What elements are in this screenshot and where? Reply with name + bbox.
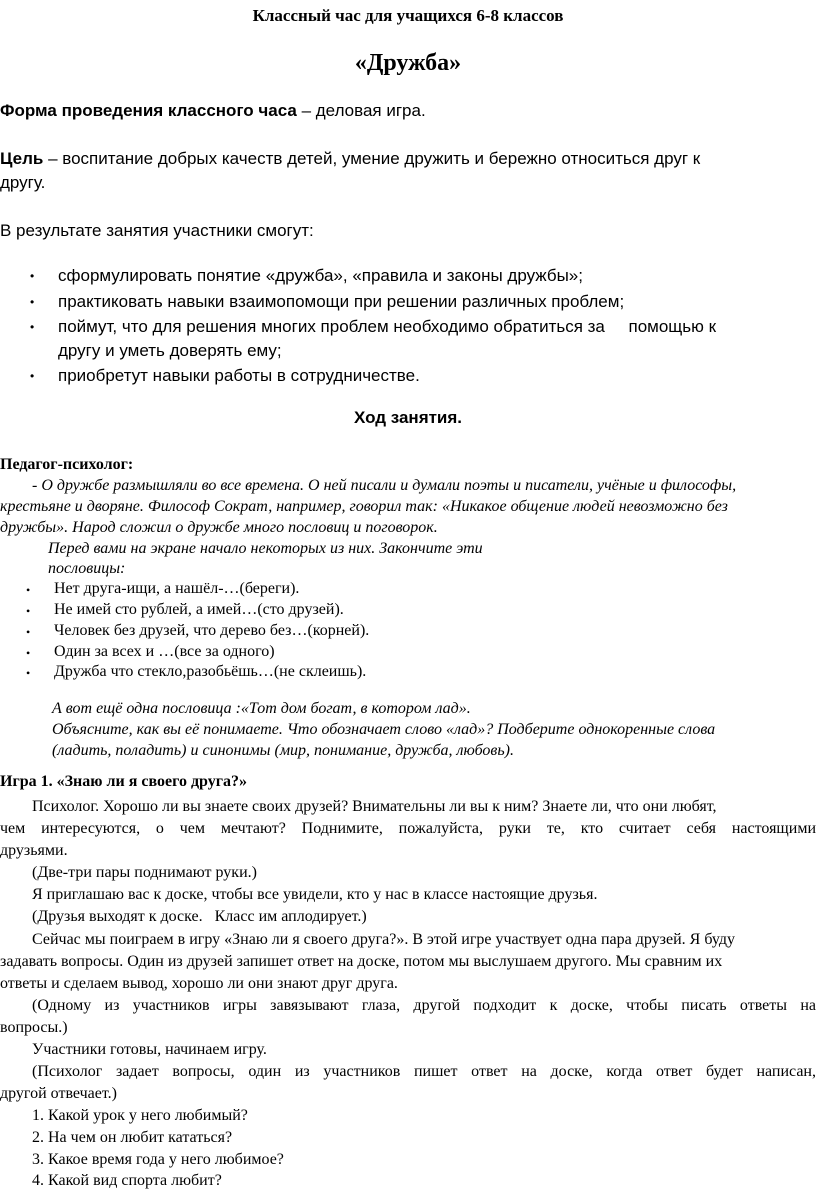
proverb-item: Дружба что стекло,разобьёшь…(не склеишь). — [54, 663, 367, 680]
form-value: – деловая игра. — [296, 101, 426, 120]
goal-label: Цель — [0, 149, 44, 168]
form-label: Форма проведения классного часа — [0, 101, 297, 120]
game-paragraph: ответы и сделаем вывод, хорошо ли они знают друг друга. — [0, 975, 398, 992]
bullet-icon: • — [30, 369, 35, 383]
result-item: поймут, что для решения многих проблем необходимо обратиться за помощью к — [58, 317, 717, 336]
proverb-item: Нет друга-ищи, а нашёл-…(береги). — [54, 580, 300, 597]
game-paragraph: задавать вопросы. Один из друзей запишет ответ на доске, потом мы выслушаем другого. Мы сравним их — [0, 953, 723, 970]
bullet-icon: • — [26, 583, 31, 597]
result-item: приобретут навыки работы в сотрудничестве. — [58, 366, 420, 385]
game-paragraph: (Одному из участников игры завязывают глаза, другой подходит к доске, чтобы писать ответы на — [32, 997, 816, 1014]
bullet-icon: • — [26, 646, 31, 660]
task-line-2: пословицы: — [48, 560, 126, 577]
result-item-cont: другу и уметь доверять ему; — [58, 341, 282, 360]
game-paragraph: (Две-три пары поднимают руки.) — [32, 864, 257, 881]
game-paragraph: чем интересуются, о чем мечтают? Поднимите, пожалуйста, руки те, кто считает себя настоящими — [0, 820, 816, 837]
extra-line-3: (ладить, поладить) и синонимы (мир, понимание, дружба, любовь). — [52, 742, 514, 759]
game-paragraph: (Психолог задает вопросы, один из участников пишет ответ на доске, когда ответ будет написан, — [32, 1063, 816, 1080]
bullet-icon: • — [30, 320, 35, 334]
bullet-icon: • — [30, 295, 35, 309]
intro-line-2: крестьяне и дворяне. Философ Сократ, например, говорил так: «Никакое общение людей невозможно без — [0, 498, 728, 515]
extra-line-2: Объясните, как вы её понимаете. Что обозначает слово «лад»? Подберите однокоренные слова — [52, 721, 716, 738]
game-paragraph: вопросы.) — [0, 1019, 68, 1036]
bullet-icon: • — [26, 604, 31, 618]
question-item: 4. Какой вид спорта любит? — [32, 1172, 222, 1189]
question-item: 2. На чем он любит кататься? — [32, 1129, 233, 1146]
question-item: 3. Какое время года у него любимое? — [32, 1151, 284, 1168]
question-item: 1. Какой урок у него любимый? — [32, 1107, 248, 1124]
proverb-item: Один за всех и …(все за одного) — [54, 643, 275, 660]
lesson-heading: Ход занятия. — [353, 408, 463, 427]
game-paragraph: другой отвечает.) — [0, 1085, 117, 1102]
proverb-item: Не имей сто рублей, а имей…(сто друзей). — [54, 601, 344, 618]
game-title: Игра 1. «Знаю ли я своего друга?» — [0, 773, 247, 790]
game-paragraph: (Друзья выходят к доске. Класс им аплодирует.) — [32, 908, 367, 925]
extra-line-1: А вот ещё одна пословица :«Тот дом богат, в котором лад». — [52, 700, 471, 717]
game-paragraph: Я приглашаю вас к доске, чтобы все увидели, кто у нас в классе настоящие друзья. — [32, 886, 598, 903]
topic-title: «Дружба» — [354, 50, 462, 76]
intro-line-1: - О дружбе размышляли во все времена. О ней писали и думали поэты и писатели, учёные и философы, — [32, 477, 737, 494]
goal-text: – воспитание добрых качеств детей, умение дружить и бережно относиться друг к — [43, 149, 701, 168]
goal-line-1 — [0, 146, 700, 171]
result-item: сформулировать понятие «дружба», «правила и законы дружбы»; — [58, 266, 583, 285]
document-title: Классный час для учащихся 6-8 классов — [252, 6, 564, 25]
intro-line-3: дружбы». Народ сложил о дружбе много пословиц и поговорок. — [0, 519, 438, 536]
goal-line-2: другу. — [0, 173, 46, 192]
task-line-1: Перед вами на экране начало некоторых из них. Закончите эти — [48, 540, 483, 557]
speaker-label: Педагог-психолог: — [0, 456, 134, 473]
game-paragraph: Психолог. Хорошо ли вы знаете своих друзей? Внимательны ли вы к ним? Знаете ли, что они любят, — [32, 798, 717, 815]
game-paragraph: Участники готовы, начинаем игру. — [32, 1041, 267, 1058]
form-line — [0, 98, 426, 123]
bullet-icon: • — [26, 625, 31, 639]
result-item: практиковать навыки взаимопомощи при решении различных проблем; — [58, 292, 625, 311]
proverb-item: Человек без друзей, что дерево без…(корней). — [54, 622, 370, 639]
bullet-icon: • — [30, 269, 35, 283]
results-intro: В результате занятия участники смогут: — [0, 221, 314, 240]
game-paragraph: друзьями. — [0, 842, 68, 859]
bullet-icon: • — [26, 666, 31, 680]
game-paragraph: Сейчас мы поиграем в игру «Знаю ли я своего друга?». В этой игре участвует одна пара друзей. Я буду — [32, 931, 735, 948]
